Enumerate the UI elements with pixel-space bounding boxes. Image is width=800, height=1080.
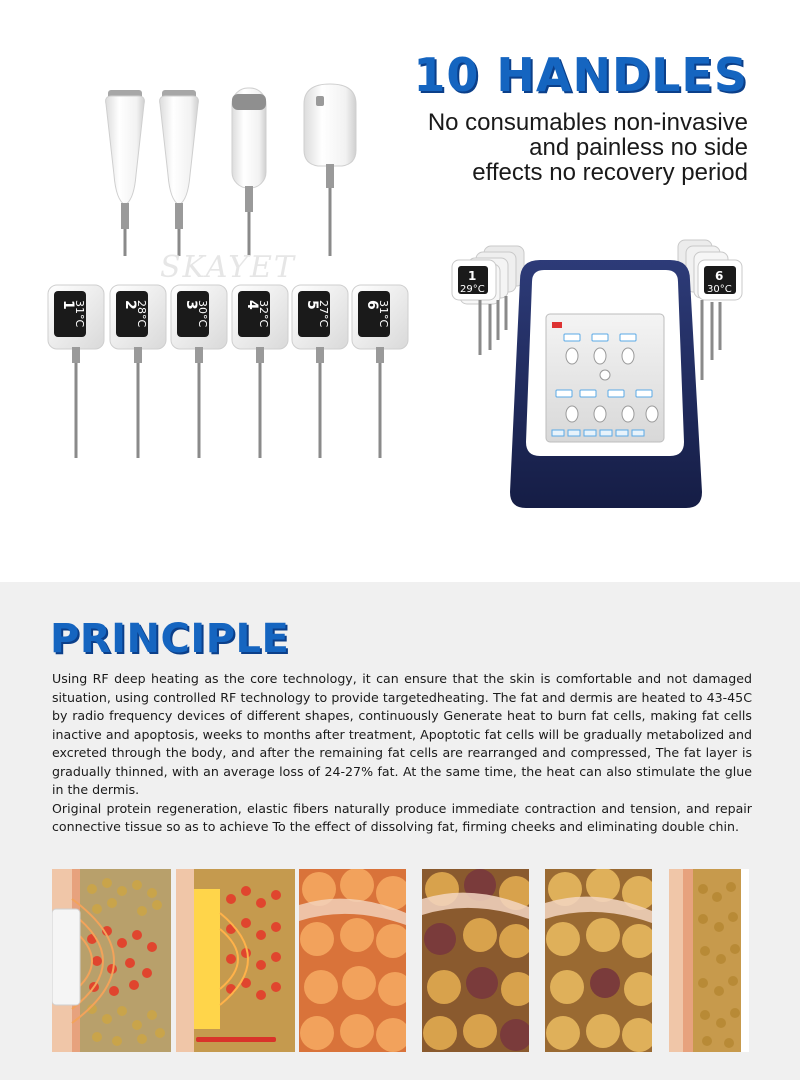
principle-title: PRINCIPLE	[50, 616, 290, 662]
machine-illustration	[440, 230, 790, 530]
stage-3-illustration	[299, 869, 406, 1052]
tagline-line-3: effects no recovery period	[472, 159, 748, 186]
small-handle-1-temp: 31°C	[73, 300, 86, 328]
small-handle-6-temp: 31°C	[377, 300, 390, 328]
small-handle-3-number: 3	[183, 300, 199, 310]
machine-left-handles	[452, 246, 524, 355]
headline: 10 HANDLES	[413, 48, 748, 102]
machine-left-display-temp: 29°C	[460, 284, 485, 295]
small-handle-2-number: 2	[122, 300, 138, 310]
small-handle-4-number: 4	[244, 300, 260, 310]
stage-1-illustration	[52, 869, 171, 1052]
machine-right-display-temp: 30°C	[707, 284, 732, 295]
principle-text	[52, 670, 752, 837]
large-handle-1	[106, 90, 145, 256]
stage-6-illustration	[669, 869, 749, 1052]
small-handle-5-temp: 27°C	[317, 300, 330, 328]
machine-body	[510, 260, 702, 508]
small-handle-5-number: 5	[304, 300, 320, 310]
small-handle-3-temp: 30°C	[196, 300, 209, 328]
principle-paragraph-1: Using RF deep heating as the core technology, it can ensure that the skin is comfortable and not damaged situation, using controlled RF technology to provide targetedheating. The fat and dermis are heated to 43-45C by radio frequency devices of different shapes, continuously Generate heat to burn fat cells, making fat cells inactive and apoptosis, weeks to months after treatment, Apoptotic fat cells will be gradually metabolized and excreted through the body, and after the remaining fat cells are rearranged and compressed, The fat layer is gradually thinned, with an average loss of 24-27% fat. At the same time, the heat can also stimulate the glue in the dermis.	[52, 671, 752, 797]
stage-5-illustration	[545, 869, 652, 1052]
watermark: SKAYET	[160, 250, 296, 285]
small-handle-6-number: 6	[364, 300, 380, 310]
handles-illustration	[0, 0, 430, 480]
machine-right-display-number: 6	[715, 269, 724, 283]
small-handle-1-number: 1	[60, 300, 76, 310]
machine-left-display-number: 1	[468, 269, 477, 283]
small-handle-2-temp: 28°C	[135, 300, 148, 328]
tagline-line-2: and painless no side	[529, 134, 748, 161]
stage-2-illustration	[176, 869, 295, 1052]
large-handle-2	[160, 90, 199, 256]
small-handle-4-temp: 32°C	[257, 300, 270, 328]
principle-paragraph-2: Original protein regeneration, elastic fibers naturally produce immediate contraction and tension, and repair connective tissue so as to achieve To the effect of dissolving fat, firming cheeks and eliminating double chin.	[52, 800, 752, 834]
tagline-line-1: No consumables non-invasive	[427, 109, 748, 136]
stage-4-illustration	[422, 869, 529, 1052]
cylinder-handle	[232, 88, 266, 256]
face-handle	[304, 84, 356, 256]
